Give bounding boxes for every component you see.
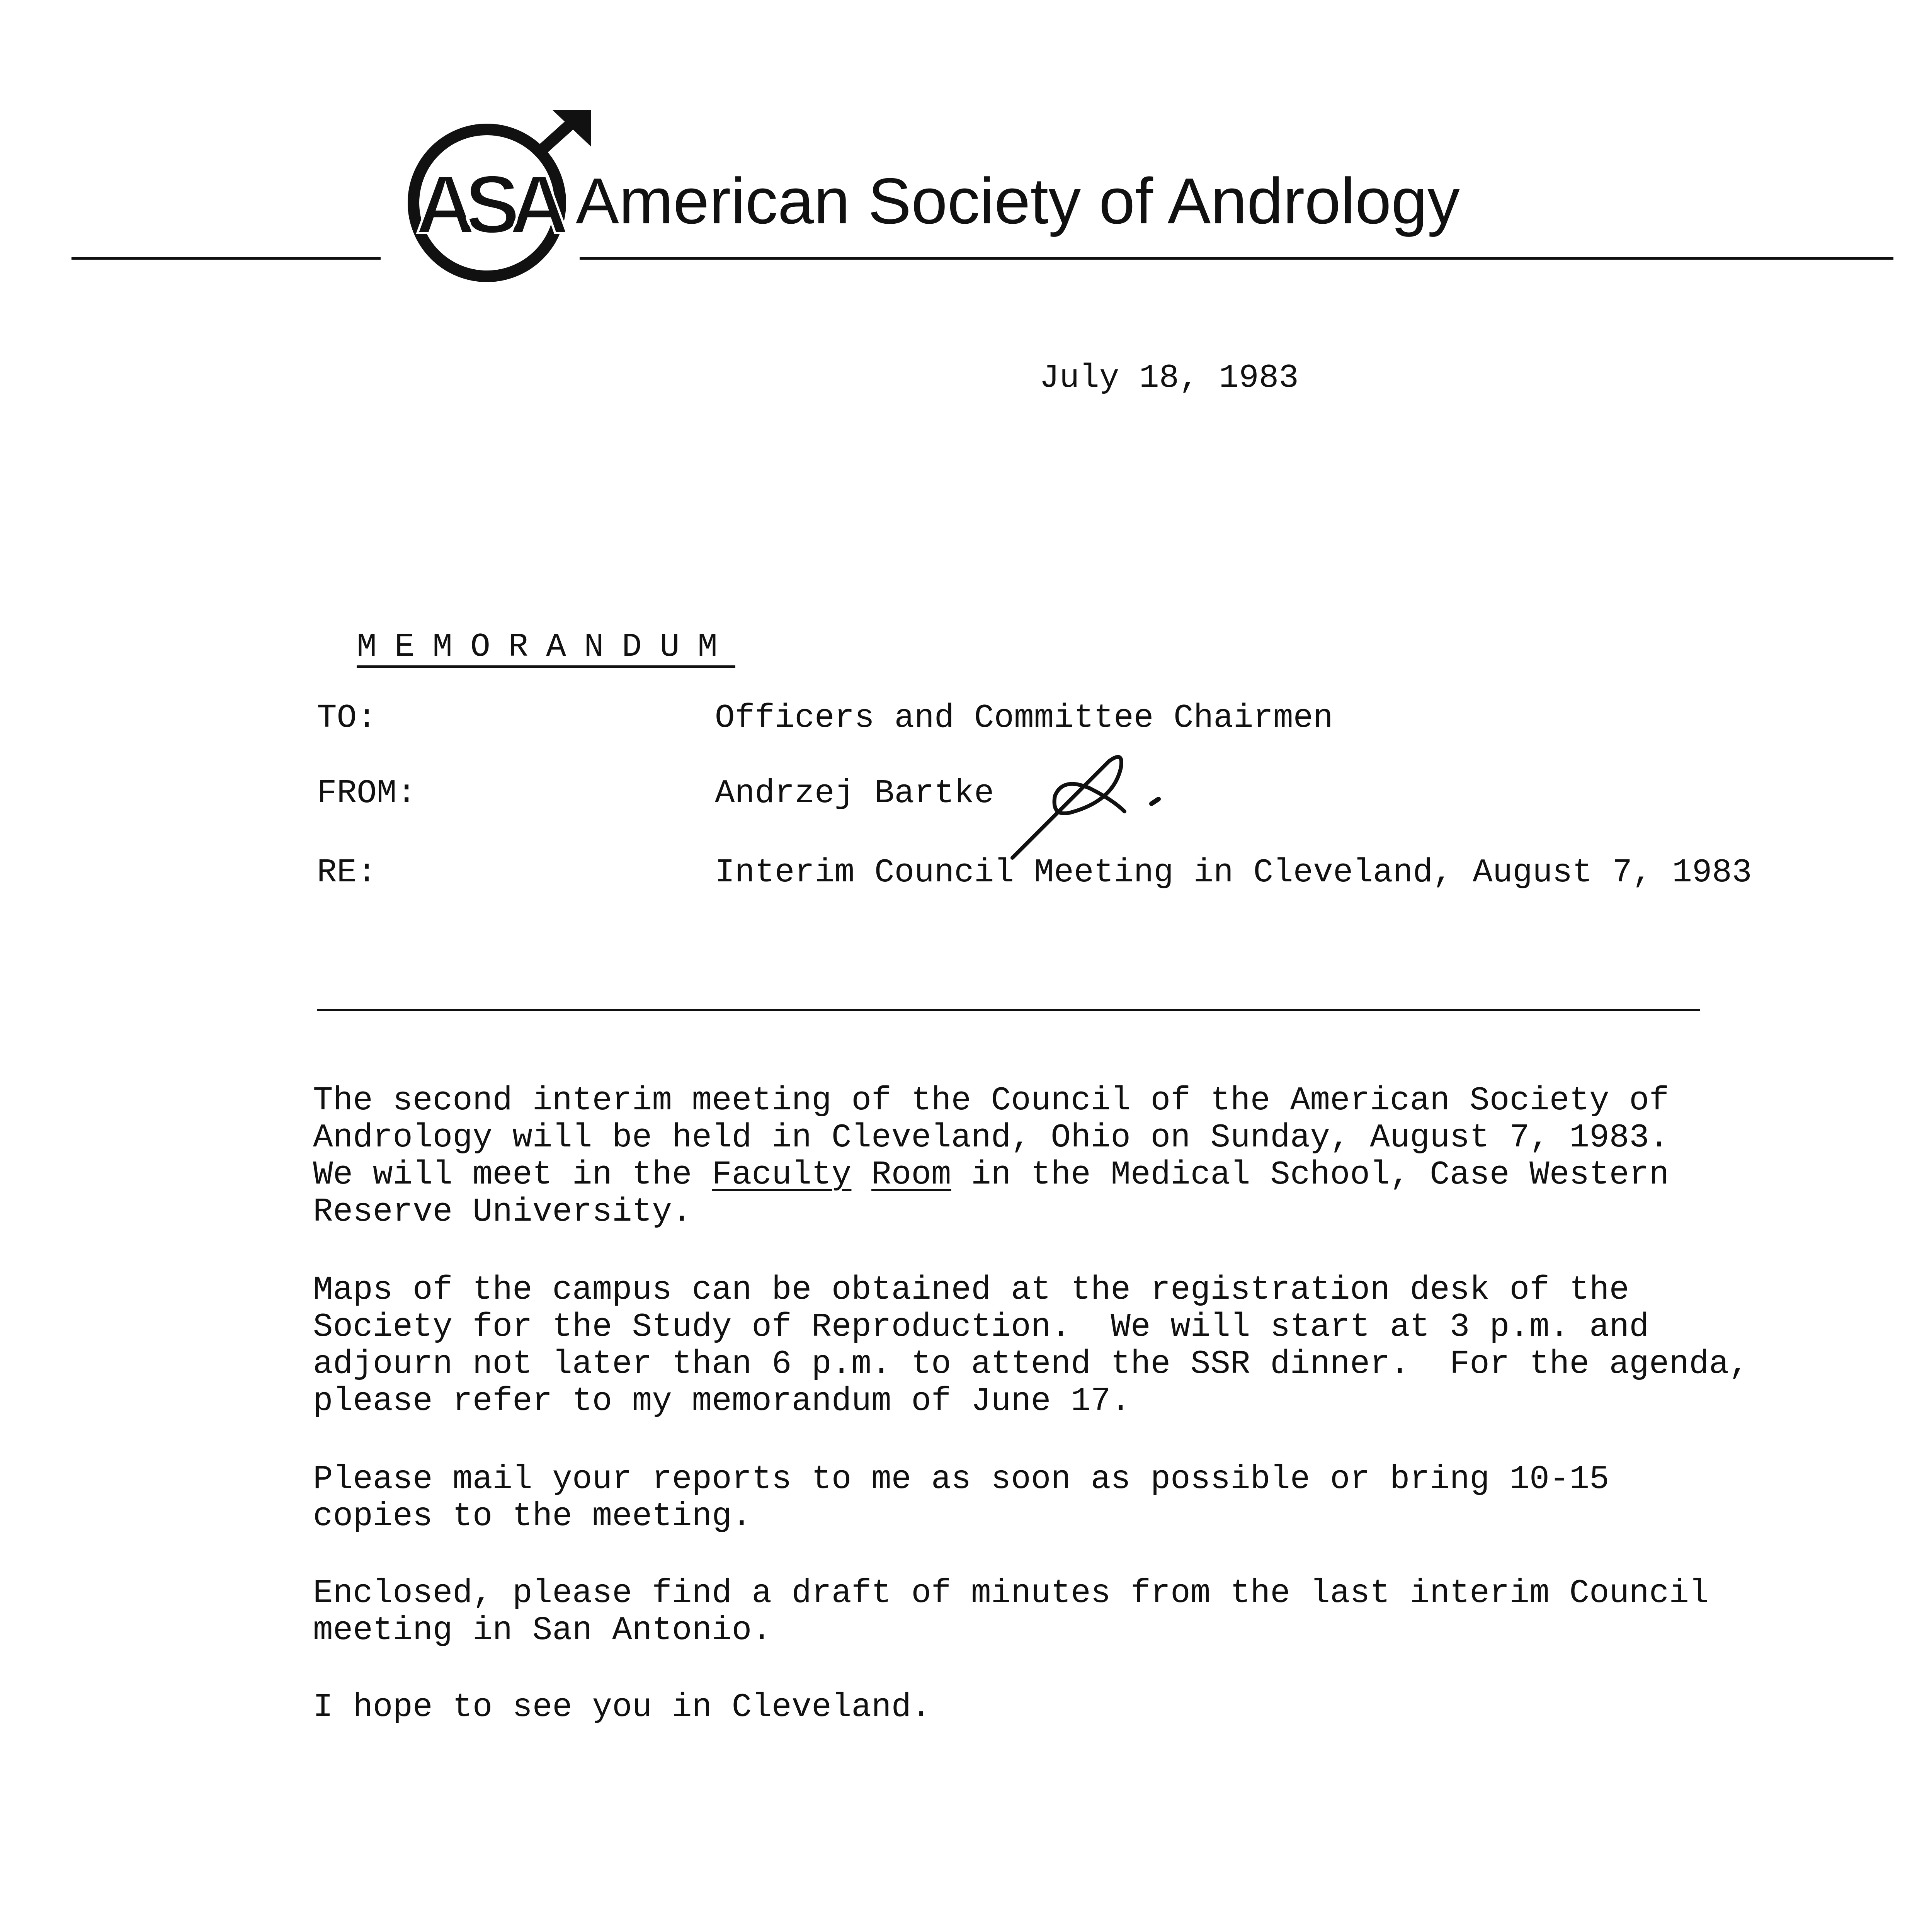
memo-title-letter: M xyxy=(697,629,735,668)
body-paragraph xyxy=(313,1461,1743,1535)
body-line: copies to the meeting. xyxy=(313,1497,752,1535)
body-line: Please mail your reports to me as soon as possible or bring 10-15 xyxy=(313,1460,1609,1498)
faculty-text: Faculty xyxy=(712,1156,852,1194)
room-text: Room xyxy=(871,1156,951,1194)
organization-name: American Society of Andrology xyxy=(576,165,1460,237)
to-label: TO: xyxy=(317,699,377,737)
memo-title-letter: D xyxy=(622,629,660,668)
memo-title-letter: A xyxy=(546,629,584,668)
body-line: adjourn not later than 6 p.m. to attend the SSR dinner. For the agenda, xyxy=(313,1345,1749,1383)
re-value: Interim Council Meeting in Cleveland, August 7, 1983 xyxy=(715,854,1752,891)
body-line xyxy=(313,1156,1743,1193)
svg-text:ASA: ASA xyxy=(415,158,558,251)
body-paragraph xyxy=(313,1689,1743,1726)
from-value: Andrzej Bartke xyxy=(715,774,994,812)
from-label: FROM: xyxy=(317,774,417,812)
memo-date: July 18, 1983 xyxy=(1039,359,1299,397)
body-paragraph xyxy=(313,1082,1743,1230)
body-paragraph xyxy=(313,1271,1749,1420)
to-value: Officers and Committee Chairmen xyxy=(715,699,1333,737)
asa-logo-icon xyxy=(398,110,599,288)
letterhead-rule-left xyxy=(71,257,381,260)
header-divider xyxy=(317,1009,1700,1011)
memo-title-letter: E xyxy=(395,629,432,668)
re-label: RE: xyxy=(317,854,377,891)
body-line: meeting in San Antonio. xyxy=(313,1611,772,1649)
memo-title-letter: M xyxy=(432,629,470,668)
body-line: Reserve University. xyxy=(313,1193,692,1231)
memo-title-letter: R xyxy=(508,629,546,668)
body-paragraph xyxy=(313,1575,1743,1649)
memo-title-letter: U xyxy=(660,629,697,668)
body-line: Maps of the campus can be obtained at the registration desk of the xyxy=(313,1271,1630,1309)
body-text: We will meet in the xyxy=(313,1156,712,1194)
memo-title xyxy=(317,591,735,668)
body-line: Enclosed, please find a draft of minutes from the last interim Council xyxy=(313,1574,1709,1612)
memo-title-letter: N xyxy=(584,629,622,668)
body-line: please refer to my memorandum of June 17. xyxy=(313,1382,1131,1420)
letterhead-rule-right xyxy=(580,257,1893,260)
body-line: Society for the Study of Reproduction. We will start at 3 p.m. and xyxy=(313,1308,1649,1346)
body-line: The second interim meeting of the Council of the American Society of xyxy=(313,1082,1669,1119)
body-text xyxy=(851,1156,871,1194)
body-text: in the Medical School, Case Western xyxy=(951,1156,1669,1194)
memo-title-letter: O xyxy=(470,629,508,668)
signature-initials xyxy=(997,746,1198,873)
body-line: Andrology will be held in Cleveland, Ohio on Sunday, August 7, 1983. xyxy=(313,1119,1669,1156)
memo-title-letter: M xyxy=(357,629,395,668)
body-line: I hope to see you in Cleveland. xyxy=(313,1688,931,1726)
